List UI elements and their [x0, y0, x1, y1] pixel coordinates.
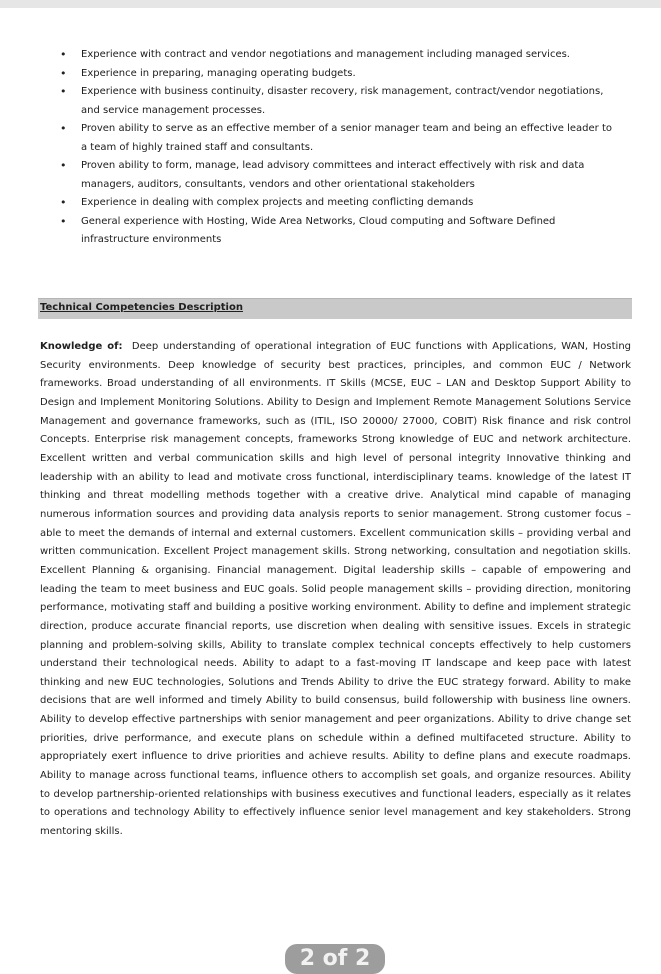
knowledge-label: Knowledge of: [40, 341, 123, 352]
page-indicator-label: 2 of 2 [299, 946, 371, 971]
list-item: • Experience in dealing with complex projects and meeting conflicting demands [58, 194, 618, 213]
experience-bullet-list [58, 46, 618, 250]
section-heading-bar [38, 298, 632, 319]
competencies-text: Deep understanding of operational integration of EUC functions with Applications, WAN, Hosting Security environments. Deep knowledge of security best practices, principles, and common EUC / Network frameworks. Broad understanding of all environments. IT Skills (MCSE, EUC – LAN and Desktop Support Ability to Design and Implement Monitoring Solutions. Ability to Design and Implement Remote Management Solutions Service Management and governance frameworks, such as (ITIL, ISO 20000/ 27000, COBIT) Risk finance and risk control Concepts. Enterprise risk management concepts, frameworks Strong knowledge of EUC and network architecture. Excellent written and verbal communication skills and high level of personal integrity Innovative thinking and leadership with an ability to lead and motivate cross functional, interdisciplinary teams. knowledge of the latest IT thinking and threat modelling methods together with a creative drive. Analytical mind capable of managing numerous information sources and providing data analysis reports to senior management. Strong customer focus – able to meet the demands of internal and external customers. Excellent communication skills – providing verbal and written communication. Excellent Project management skills. Strong networking, consultation and negotiation skills. Excellent Planning & organising. Financial management. Digital leadership skills – capable of empowering and leading the team to meet business and EUC goals. Solid people management skills – providing direction, monitoring performance, motivating staff and building a positive working environment. Ability to define and implement strategic direction, produce accurate financial reports, use discretion when dealing with sensitive issues. Excels in strategic planning and problem-solving skills, Ability to translate complex technical concepts effectively to help customers understand their technological needs. Ability to adapt to a fast-moving IT landscape and keep pace with latest thinking and new EUC technologies, Solutions and Trends Ability to drive the EUC strategy forward. Ability to make decisions that are well informed and timely Ability to build consensus, build followership with business line owners. Ability to develop effective partnerships with senior management and peer organizations. Ability to drive change set priorities, drive performance, and execute plans on schedule within a defined multifaceted structure. Ability to appropriately exert influence to drive priorities and achieve results. Ability to define plans and execute roadmaps. Ability to manage across functional teams, influence others to accomplish set goals, and organize resources. Ability to develop partnership-oriented relationships with business executives and functional leaders, especially as it relates to operations and technology Ability to effectively influence senior level management and key stakeholders. Strong mentoring skills. [40, 341, 632, 838]
list-item: • General experience with Hosting, Wide Area Networks, Cloud computing and Software Defined infrastructure environments [58, 213, 618, 250]
list-item: • Proven ability to form, manage, lead advisory committees and interact effectively with risk and data managers, auditors, consultants, vendors and other orientational stakeholders [58, 157, 618, 194]
list-item: • Experience with contract and vendor negotiations and management including managed services. [58, 46, 618, 65]
list-item: • Proven ability to serve as an effective member of a senior manager team and being an effective leader to a team of highly trained staff and consultants. [58, 120, 618, 157]
section-title: Technical Competencies Description [40, 302, 243, 313]
top-scroll-edge [0, 0, 661, 8]
page-indicator[interactable] [285, 944, 385, 974]
list-item: • Experience in preparing, managing operating budgets. [58, 65, 618, 84]
list-item: • Experience with business continuity, disaster recovery, risk management, contract/vendor negotiations, and service management processes. [58, 83, 618, 120]
competencies-paragraph [40, 338, 631, 842]
